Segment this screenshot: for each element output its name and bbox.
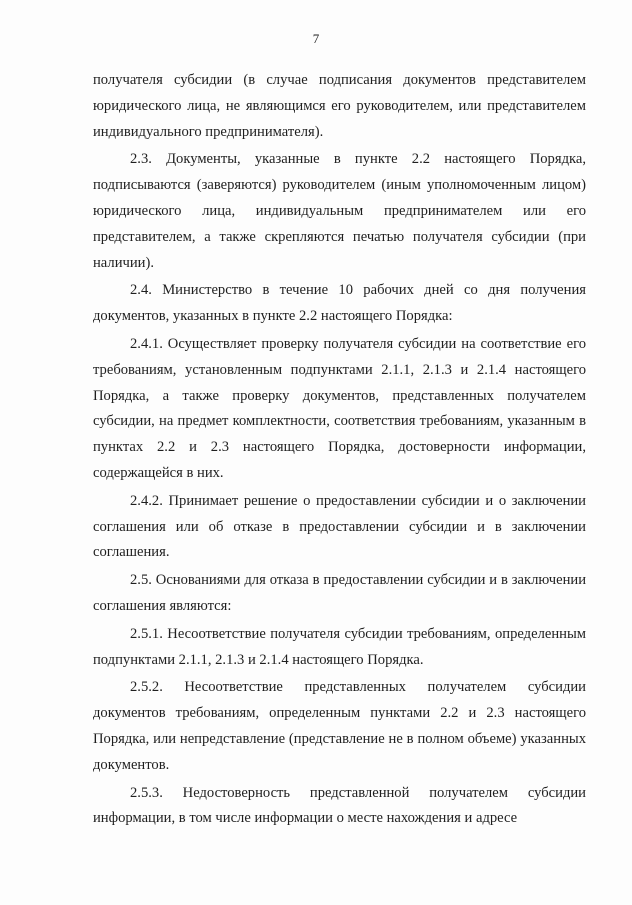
paragraph-2-4-2: 2.4.2. Принимает решение о предоставлении субсидии и о заключении соглашения или об отказе в предоставлении субсидии и в заключении соглашения.: [93, 492, 586, 561]
paragraph-continuation: получателя субсидии (в случае подписания документов представителем юридического лица, не являющимся его руководителем, или представителем индивидуального предпринимателя).: [93, 72, 586, 140]
paragraph-2-5-3: 2.5.3. Недостоверность представленной получателем субсидии информации, в том числе информации о месте нахождения и адресе: [93, 784, 586, 827]
paragraph-2-5-1: 2.5.1. Несоответствие получателя субсидии требованиям, определенным подпунктами 2.1.1, 2.1.3 и 2.1.4 настоящего Порядка.: [93, 625, 586, 668]
document-body: [93, 68, 586, 834]
page-number: 7: [312, 31, 320, 46]
paragraph-2-4-1: 2.4.1. Осуществляет проверку получателя субсидии на соответствие его требованиям, установленным подпунктами 2.1.1, 2.1.3 и 2.1.4 настоящего Порядка, а также проверку документов, представленных получателем субсидии, на предмет комплектности, соответствия требованиям, указанным в пунктах 2.2 и 2.3 настоящего Порядка, достоверности информации, содержащейся в них.: [93, 335, 586, 481]
paragraph-2-4: 2.4. Министерство в течение 10 рабочих дней со дня получения документов, указанных в пункте 2.2 настоящего Порядка:: [93, 282, 586, 325]
paragraph-2-5: 2.5. Основаниями для отказа в предоставлении субсидии и в заключении соглашения являются:: [93, 572, 586, 614]
paragraph-2-5-2: 2.5.2. Несоответствие представленных получателем субсидии документов требованиям, определенным пунктами 2.2 и 2.3 настоящего Порядка, или непредставление (представление не в полном объеме) указанных документов.: [93, 679, 586, 773]
paragraph-2-3: 2.3. Документы, указанные в пункте 2.2 настоящего Порядка, подписываются (заверяются) руководителем (иным уполномоченным лицом) юридического лица, индивидуальным предпринимателем или его представителем, а также скрепляются печатью получателя субсидии (при наличии).: [93, 151, 586, 271]
